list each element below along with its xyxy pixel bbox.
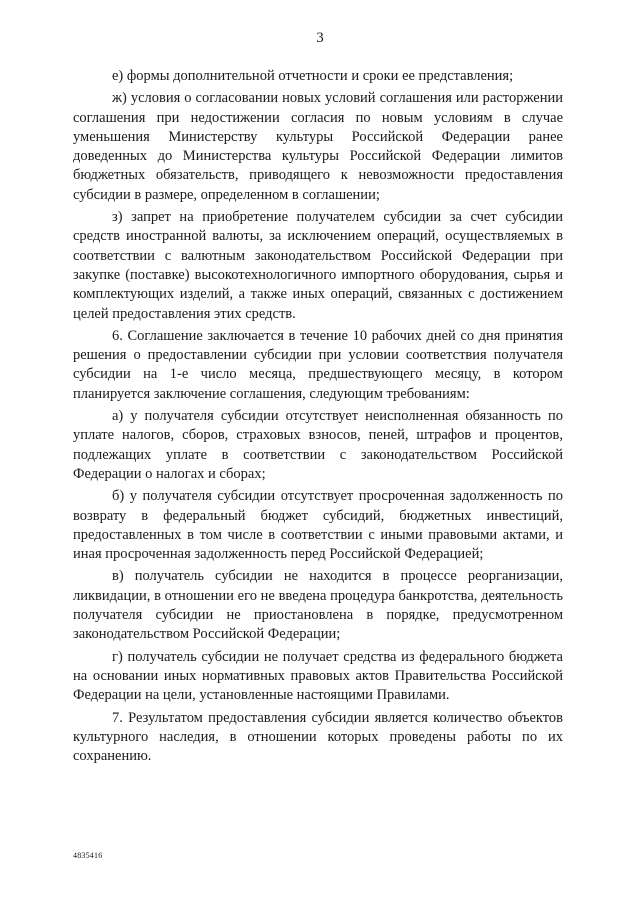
- document-code: 4835416: [73, 851, 103, 860]
- paragraph-a: а) у получателя субсидии отсутствует неисполненная обязанность по уплате налогов, сборов, страховых взносов, пеней, штрафов и процентов, подлежащих уплате в соответствии с законодательством Российской Федерации о налогах и сборах;: [73, 408, 563, 482]
- paragraph-6: 6. Соглашение заключается в течение 10 рабочих дней со дня принятия решения о предоставлении субсидии при условии соответствия получателя субсидии на 1-е число месяца, предшествующего месяцу, в котором планируется заключение соглашения, следующим требованиям:: [73, 327, 563, 402]
- paragraph-v: в) получатель субсидии не находится в процессе реорганизации, ликвидации, в отношении его не введена процедура банкротства, деятельность получателя субсидии не приостановлена в порядке, предусмотренном законодательством Российской Федерации;: [73, 568, 563, 643]
- paragraph-7: 7. Результатом предоставления субсидии является количество объектов культурного наследия, в отношении которых проведены работы по их сохранению.: [73, 709, 563, 765]
- paragraph-z: з) запрет на приобретение получателем субсидии за счет субсидии средств иностранной валюты, за исключением операций, осуществляемых в соответствии с валютным законодательством Российской Федерации при закупке (поставке) высокотехнологичного импортного оборудования, сырья и комплектующих изделий, а также иных операций, связанных с достижением целей предоставления этих средств.: [73, 209, 563, 322]
- paragraph-zh: ж) условия о согласовании новых условий соглашения или расторжении соглашения при недостижении согласия по новым условиям в случае уменьшения Министерству культуры Российской Федерации ранее доведенных до Министерства культуры Российской Федерации лимитов бюджетных обязательств, приводящего к невозможности предоставления субсидии в размере, определенном в соглашении;: [73, 90, 563, 203]
- paragraph-b: б) у получателя субсидии отсутствует просроченная задолженность по возврату в федеральный бюджет субсидий, бюджетных инвестиций, предоставленных в том числе в соответствии с иными правовыми актами, и иная просроченная задолженность перед Российской Федерацией;: [73, 488, 563, 563]
- paragraph-e: е) формы дополнительной отчетности и сроки ее представления;: [112, 68, 514, 84]
- page-number: 3: [316, 30, 324, 46]
- document-body: [73, 67, 563, 769]
- paragraph-g: г) получатель субсидии не получает средства из федерального бюджета на основании иных нормативных правовых актов Правительства Российской Федерации на цели, установленные настоящими Правилами.: [73, 648, 563, 704]
